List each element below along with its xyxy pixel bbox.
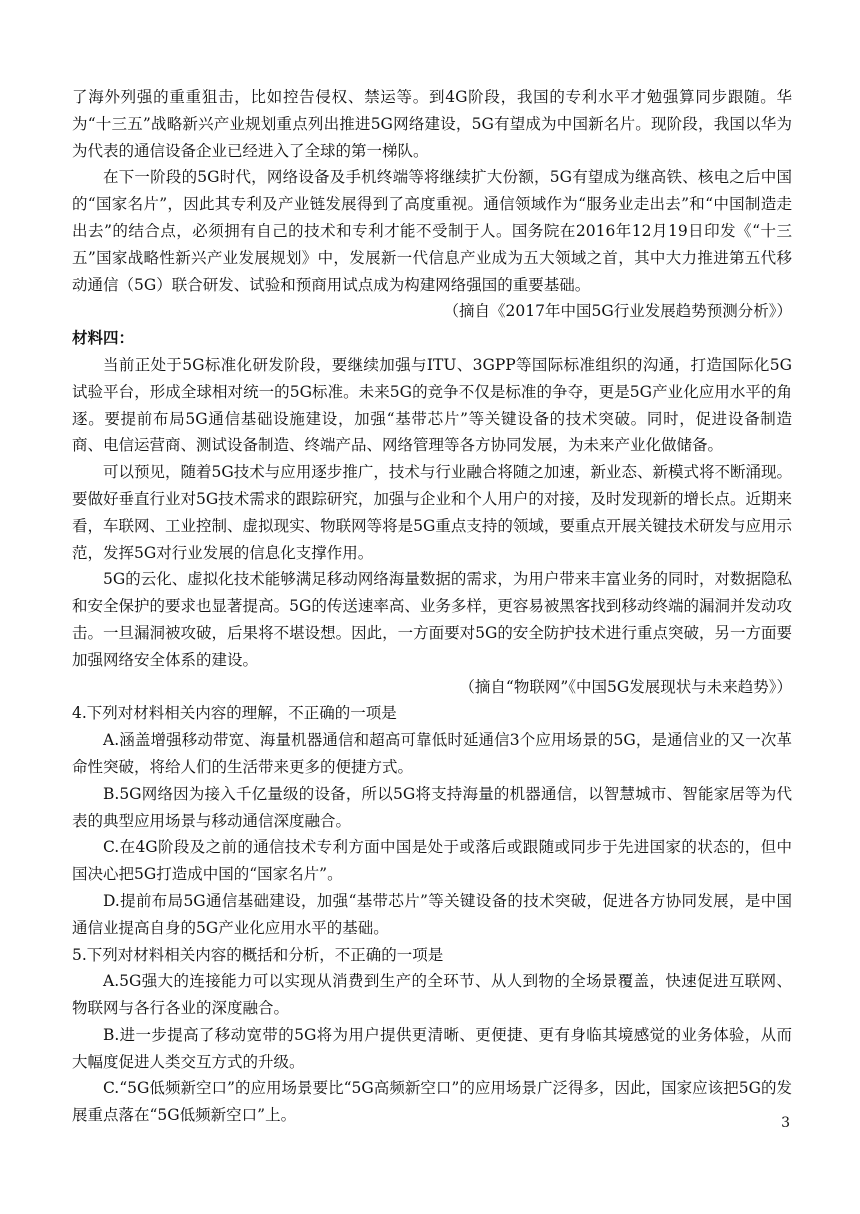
source-citation: （摘自《2017年中国5G行业发展趋势预测分析》） xyxy=(443,302,792,321)
question-stem: 5.下列对材料相关内容的概括和分析，不正确的一项是 xyxy=(72,945,444,964)
main-content xyxy=(72,84,792,1129)
paragraph: 可以预见，随着5G技术与应用逐步推广，技术与行业融合将随之加速，新业态、新模式将不断涌现。要做好垂直行业对5G技术需求的跟踪研究，加强与企业和个人用户的对接，及时发现新的增长点。近期来看，车联网、工业控制、虚拟现实、物联网等将是5G重点支持的领域，要重点开展关键技术研发与应用示范，发挥5G对行业发展的信息化支撑作用。 xyxy=(72,463,792,562)
question-option: C.在4G阶段及之前的通信技术专利方面中国是处于或落后或跟随或同步于先进国家的状态的，但中国决心把5G打造成中国的“国家名片”。 xyxy=(72,838,792,884)
question-option: A.5G强大的连接能力可以实现从消费到生产的全环节、从人到物的全场景覆盖，快速促进互联网、物联网与各行各业的深度融合。 xyxy=(72,972,792,1018)
section-heading: 材料四： xyxy=(72,329,135,348)
question-option: D.提前布局5G通信基础建设，加强“基带芯片”等关键设备的技术突破，促进各方协同发展，是中国通信业提高自身的5G产业化应用水平的基础。 xyxy=(72,891,792,937)
paragraph: 在下一阶段的5G时代，网络设备及手机终端等将继续扩大份额，5G有望成为继高铁、核电之后中国的“国家名片”，因此其专利及产业链发展得到了高度重视。通信领域作为“服务业走出去”和“中国制造走出去”的结合点，必须拥有自己的技术和专利才能不受制于人。国务院在2016年12月19日印发《“十三五”国家战略性新兴产业发展规划》中，发展新一代信息产业成为五大领域之首，其中大力推进第五代移动通信（5G）联合研发、试验和预商用试点成为构建网络强国的重要基础。 xyxy=(72,168,792,294)
paragraph: 当前正处于5G标准化研发阶段，要继续加强与ITU、3GPP等国际标准组织的沟通，打造国际化5G试验平台，形成全球相对统一的5G标准。未来5G的竞争不仅是标准的争夺，更是5G产业化应用水平的角逐。要提前布局5G通信基础设施建设，加强“基带芯片”等关键设备的技术突破。同时，促进设备制造商、电信运营商、测试设备制造、终端产品、网络管理等各方协同发展，为未来产业化做储备。 xyxy=(72,355,792,455)
paragraph: 5G的云化、虚拟化技术能够满足移动网络海量数据的需求，为用户带来丰富业务的同时，对数据隐私和安全保护的要求也显著提高。5G的传送速率高、业务多样，更容易被黑客找到移动终端的漏洞并发动攻击。一旦漏洞被攻破，后果将不堪设想。因此，一方面要对5G的安全防护技术进行重点突破，另一方面要加强网络安全体系的建设。 xyxy=(72,570,792,669)
question-stem: 4.下列对材料相关内容的理解，不正确的一项是 xyxy=(72,704,397,723)
question-option: B.进一步提高了移动宽带的5G将为用户提供更清晰、更便捷、更有身临其境感觉的业务体验，从而大幅度促进人类交互方式的升级。 xyxy=(72,1025,792,1071)
paragraph-continuation: 了海外列强的重重狙击，比如控告侵权、禁运等。到4G阶段，我国的专利水平才勉强算同步跟随。华为“十三五”战略新兴产业规划重点列出推进5G网络建设，5G有望成为中国新名片。现阶段，我国以华为为代表的通信设备企业已经进入了全球的第一梯队。 xyxy=(72,88,792,160)
question-option: B.5G网络因为接入千亿量级的设备，所以5G将支持海量的机器通信，以智慧城市、智能家居等为代表的典型应用场景与移动通信深度融合。 xyxy=(72,784,792,830)
question-option: A.涵盖增强移动带宽、海量机器通信和超高可靠低时延通信3个应用场景的5G，是通信业的又一次革命性突破，将给人们的生活带来更多的便捷方式。 xyxy=(72,731,792,776)
question-option: C.“5G低频新空口”的应用场景要比“5G高频新空口”的应用场景广泛得多，因此，国家应该把5G的发展重点落在“5G低频新空口”上。 xyxy=(72,1079,792,1125)
page-number: 3 xyxy=(781,1115,790,1131)
source-citation: （摘自“物联网”《中国5G发展现状与未来趋势》） xyxy=(459,677,792,696)
